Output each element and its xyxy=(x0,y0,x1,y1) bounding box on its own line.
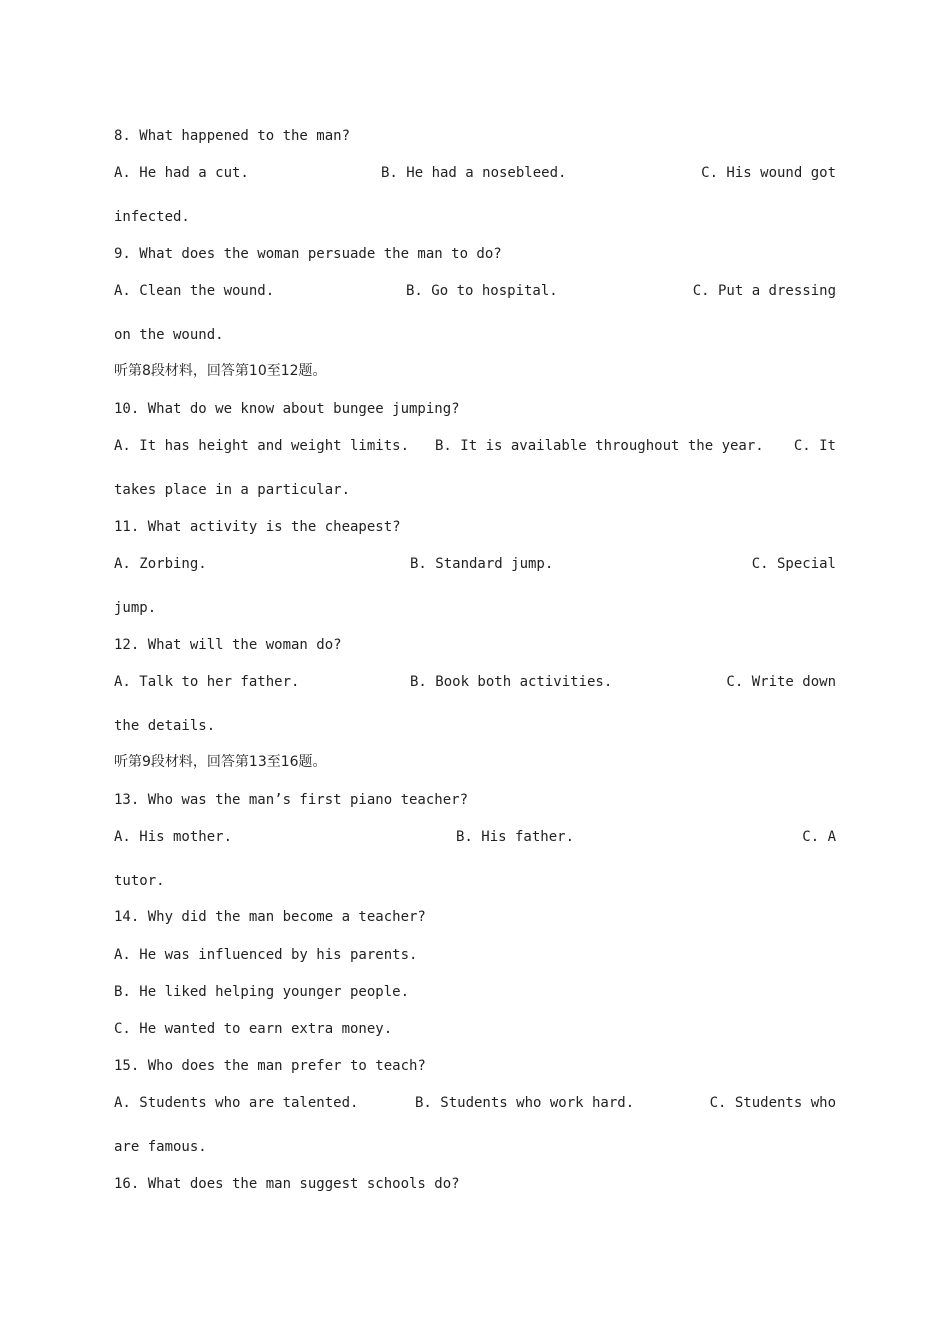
option-9c-continuation: on the wound. xyxy=(114,327,224,343)
option-10a: A. It has height and weight limits. xyxy=(114,438,410,454)
options-row-13 xyxy=(114,828,836,846)
question-10: 10. What do we know about bungee jumping? xyxy=(114,401,460,417)
option-14b: B. He liked helping younger people. xyxy=(114,984,410,1000)
option-12c: C. Write down xyxy=(726,674,836,690)
option-14c: C. He wanted to earn extra money. xyxy=(114,1021,393,1037)
options-row-12 xyxy=(114,673,836,691)
option-15c-continuation: are famous. xyxy=(114,1139,207,1155)
option-9a: A. Clean the wound. xyxy=(114,283,275,299)
option-8a: A. He had a cut. xyxy=(114,165,249,181)
option-9b: B. Go to hospital. xyxy=(406,283,558,299)
option-8c-continuation: infected. xyxy=(114,209,190,225)
option-11a: A. Zorbing. xyxy=(114,556,207,572)
option-12c-continuation: the details. xyxy=(114,718,216,734)
option-12a: A. Talk to her father. xyxy=(114,674,300,690)
option-14a: A. He was influenced by his parents. xyxy=(114,947,418,963)
option-10c: C. It xyxy=(793,438,836,454)
options-row-9 xyxy=(114,282,836,300)
option-9c: C. Put a dressing xyxy=(692,283,836,299)
question-12: 12. What will the woman do? xyxy=(114,637,342,653)
section-heading-9: 听第9段材料，回答第13至16题。 xyxy=(114,754,327,770)
option-13a: A. His mother. xyxy=(114,829,233,845)
options-row-8 xyxy=(114,164,836,182)
options-row-11 xyxy=(114,555,836,573)
option-13c: C. A xyxy=(802,829,836,845)
question-16: 16. What does the man suggest schools do? xyxy=(114,1176,460,1192)
option-13c-continuation: tutor. xyxy=(114,873,165,889)
option-11c: C. Special xyxy=(751,556,836,572)
options-row-15 xyxy=(114,1094,836,1112)
option-10b: B. It is available throughout the year. xyxy=(435,438,764,454)
option-12b: B. Book both activities. xyxy=(410,674,613,690)
option-11b: B. Standard jump. xyxy=(410,556,554,572)
option-15c: C. Students who xyxy=(709,1095,836,1111)
option-8c: C. His wound got xyxy=(701,165,836,181)
question-11: 11. What activity is the cheapest? xyxy=(114,519,401,535)
option-10c-continuation: takes place in a particular. xyxy=(114,482,351,498)
option-15b: B. Students who work hard. xyxy=(415,1095,635,1111)
question-14: 14. Why did the man become a teacher? xyxy=(114,909,426,925)
question-13: 13. Who was the man’s first piano teacher? xyxy=(114,792,469,808)
question-8: 8. What happened to the man? xyxy=(114,128,351,144)
option-8b: B. He had a nosebleed. xyxy=(381,165,567,181)
question-9: 9. What does the woman persuade the man to do? xyxy=(114,246,502,262)
option-11c-continuation: jump. xyxy=(114,600,157,616)
section-heading-8: 听第8段材料，回答第10至12题。 xyxy=(114,363,327,379)
options-row-10 xyxy=(114,437,836,455)
option-15a: A. Students who are talented. xyxy=(114,1095,359,1111)
question-15: 15. Who does the man prefer to teach? xyxy=(114,1058,426,1074)
option-13b: B. His father. xyxy=(456,829,575,845)
